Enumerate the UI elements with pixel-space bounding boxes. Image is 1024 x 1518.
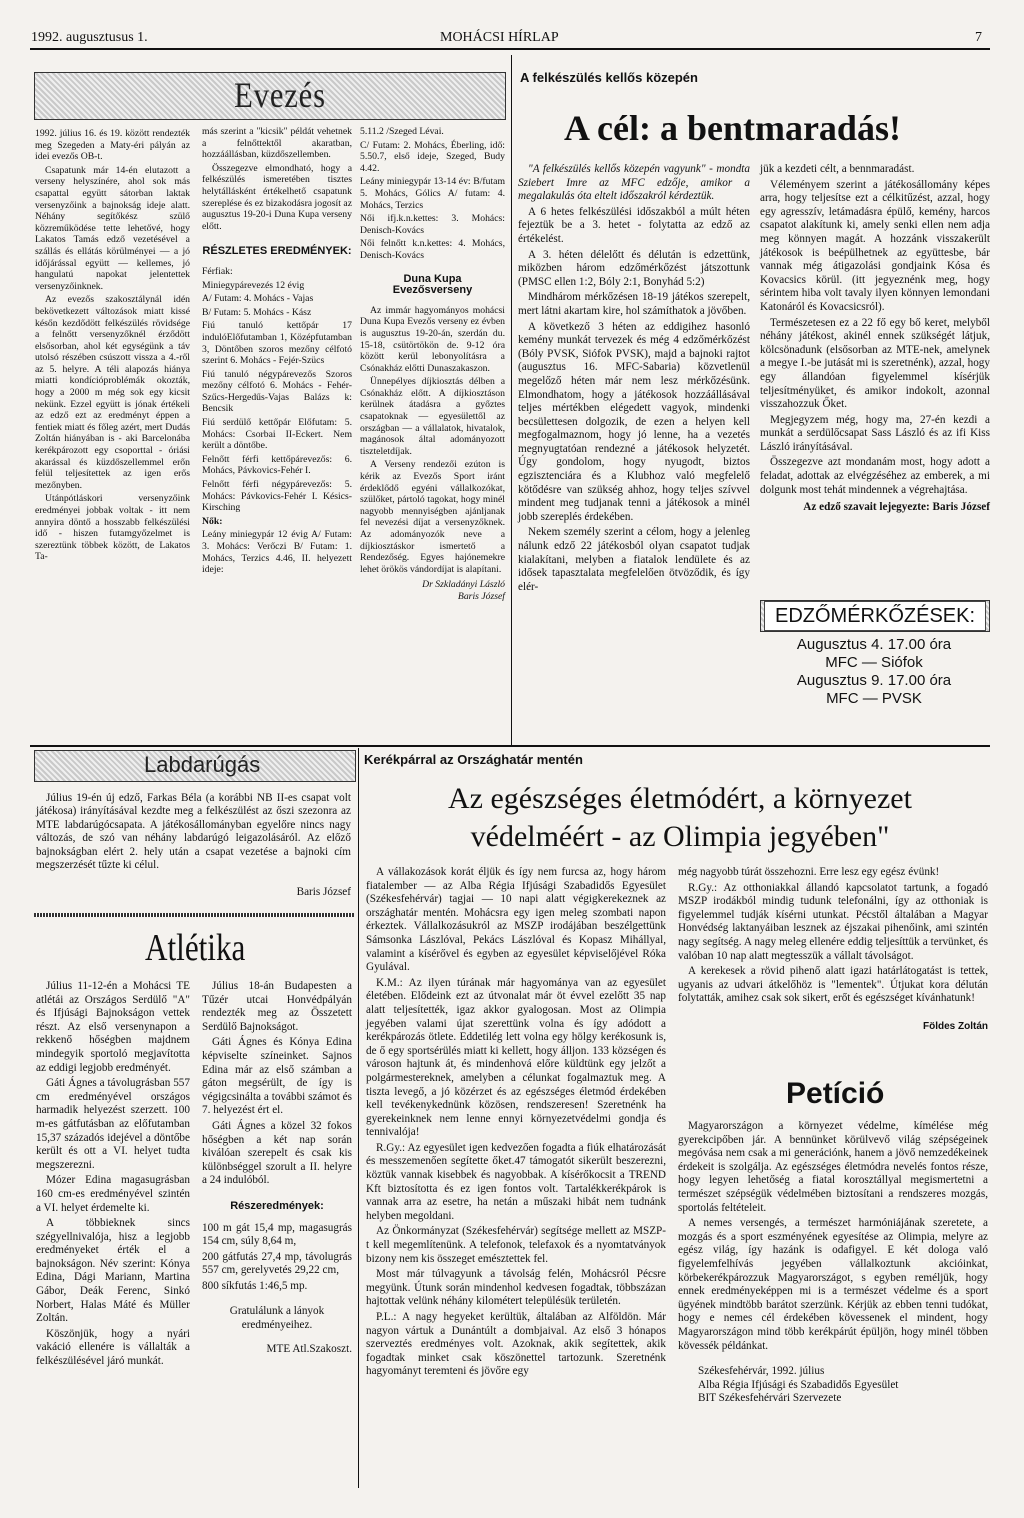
duna-kupa-title: Duna Kupa Evezősverseny — [392, 272, 473, 297]
result-line: Férfiak: — [202, 265, 233, 277]
paragraph: Az evezős szakosztálynál idén bekövetkezett változások miatt kissé későn kezdődött felkészülés rövidsége a felnőtt versenyzőknél érződött elsősorban, ahol két egységünk a táv utolsó részében csúszott vissza a 4.-ről az 5. helyre. A téli alapozás hiánya miatti kondícióproblémák okozták, hogy a 2000 m még sok egy kicsit nekünk. Ezzel együtt is jónak értékeli az edző ezt az eredményt éppen a fentiek miatt és főleg azért, mert Dudás Zoltán hiányában is - aki Barcelonába kerékpározott egy csoporttal - óriási akarással és küzdőszellemmel erőn felül teljesítettek az igen erős mezőnyben. — [35, 294, 190, 491]
evezes-col3 — [360, 126, 505, 603]
paragraph: Gáti Ágnes és Kónya Edina képviselte színeinket. Sajnos Edina már az első számban a gáton megsérült, de így is végigcsinálta a további számot és 7. helyezést ért el. — [202, 1036, 352, 1117]
paragraph: A 3. héten délelőtt és délután is edzettünk, miközben három edzőmérkőzést játszottunk (PMSC ellen 1:2, Bóly 2:1, Bonyhád 5:2) — [518, 248, 750, 288]
result-line: Miniegypárevezés 12 évig — [202, 279, 305, 291]
result-line: C/ Futam: 2. Mohács, Éberling, idő: 5.50.7, első ideje, Szeged, Budy 4.42. — [360, 139, 505, 174]
paragraph: Magyarországon a környezet védelme, kímélése még gyerekcipőben jár. A bennünket körülvevő világ szépségeinek megóvása nem csak a mi generációnk, hanem a jövő nemzedékeinek érdekeit is szolgálja. Az egészséges életmódra nevelés fontos része, hogy legyen lehetőség a fiatal korosztállyal megismertetni a természet szépségük védelmében biztosítani a rendszeres mozgás, sportolás feltételeit. — [678, 1120, 988, 1214]
atletika-title: Atlétika — [145, 927, 246, 969]
atletika-col1 — [36, 980, 190, 1371]
paragraph: R.Gy.: Az otthoniakkal állandó kapcsolatot tartunk, a fogadó MSZP irodákból mindig tudunk telefonálni, így az otthoniak is figyelemmel tudják kísérni utunkat. Pécstől általában a Magyar Honvédség laktanyáiban lesznek az éjszakai pihenőink, ami szintén nagy segítség. A nagy meleg ellenére eddig teljesíttük a tervünket, és valóban 10 nap alatt megtesszük a vállalt távolságot. — [678, 881, 988, 962]
header-paper-name: MOHÁCSI HÍRLAP — [440, 30, 559, 45]
headline-line: Az egészséges életmódért, a környezet — [448, 782, 912, 815]
paragraph: Csapatunk már 14-én elutazott a verseny helyszínére, ahol sok más csapattal együtt sátorban laktak versenyzőink a bajnokság ideje alatt. Néhány segítőkész szülő közreműködése tette lehetővé, hogy Lakatos Tamás edző vezetésével a szállás és ellátás körülményei — a jó időjárással együtt — kellemes, jó hangulatú napokat jelentettek versenyzőinknek. — [35, 164, 190, 292]
felkeszules-col2 — [760, 163, 990, 515]
paragraph: még nagyobb túrát összehozni. Erre lesz egy egész évünk! — [678, 866, 940, 878]
felkeszules-headline: A cél: a bentmaradás! — [564, 108, 901, 148]
edzomerkozesek-title: EDZŐMÉRKŐZÉSEK: — [764, 601, 986, 631]
result-line: Női felnőtt k.n.kettes: 4. Mohács, Denisch-Kovács — [360, 238, 505, 261]
paragraph: Az immár hagyományos mohácsi Duna Kupa Evezős verseny ez évben is augusztus 19-20-án, szerdán du. 15-18, csütörtökön de. 9-12 óra között kerül lebonyolításra a Csónakház előtti Dunaszakaszon. — [360, 304, 505, 374]
section-divider — [34, 913, 354, 917]
paragraph: Megjegyzem még, hogy ma, 27-én kezdi a munkát a serdülőcsapat Sass László és az ifi Kiss László irányításával. — [760, 413, 990, 453]
fixture-line: MFC — Siófok — [825, 654, 923, 671]
paragraph: Gratulálunk a lányok eredményeihez. — [229, 1305, 325, 1332]
fixture-line: MFC — PVSK — [826, 690, 922, 707]
atletika-col2 — [202, 980, 352, 1356]
peticio-title: Petíció — [786, 1077, 885, 1110]
signature: Baris József — [296, 886, 351, 899]
paragraph: Július 18-án Budapesten a Tűzér utcai Honvédpályán rendezték meg az Összetett Serdülő Bajnokságot. — [202, 980, 352, 1033]
place-date: Székesfehérvár, 1992. július — [698, 1365, 825, 1378]
edzomerkozesek-list — [760, 636, 988, 708]
signature: Baris József — [457, 590, 505, 602]
result-line: 200 gátfutás 27,4 mp, távolugrás 557 cm, gerelyvetés 29,22 cm, — [202, 1250, 352, 1277]
column-divider — [358, 748, 359, 1488]
paragraph: Ünnepélyes díjkiosztás délben a Csónakház előtt. A díjkiosztáson kerülnek átadásra a győztes csapatoknak — egyesülettől az országban — a vállalatok, hivatalok, magánosok által adományozott tiszteletdíjak. — [360, 376, 505, 457]
labdarugas-text — [36, 792, 351, 900]
result-line: 800 síkfutás 1:46,5 mp. — [202, 1279, 308, 1292]
evezes-col1 — [35, 128, 190, 565]
felkeszules-kicker: A felkészülés kellős közepén — [520, 70, 698, 85]
results-title: RÉSZLETES EREDMÉNYEK: — [202, 245, 352, 258]
felkeszules-col1 — [518, 163, 750, 596]
fixture-line: Augusztus 9. 17.00 óra — [796, 672, 952, 689]
signature: Dr Szkladányi László — [422, 579, 505, 591]
result-line: Fiú tanuló négypárevezős Szoros mezőny célfotó 6. Mohács - Fehér-Szűcs-Hergedűs-Vajas Balázs k: Bencsik — [202, 368, 352, 415]
result-line: Fiú serdülő kettőpár Előfutam: 5. Mohács: Csorbai II-Eckert. Nem került a döntőbe. — [202, 417, 352, 452]
paragraph: A következő 3 héten az eddigihez hasonló kemény munkát tervezek és még 4 edzőmérkőzést (Bóly PVSK, Siófok PVSK), majd a bajnoki rajtot (augusztus 16. MFC-Sabaria) közvetlenül megelőző héten már nem lesz mérkőzésünk. Elmondhatom, hogy a játékosok hozzáállásával teljes mértékben elégedett vagyok, mindenki becsülettesen dolgozik, de ezen a helyen kell megfogalmaznom, hogy jó lenne, ha a vezetés megnyugtatóan rendezné a játékosok helyzetét. Úgy gondolom, hogy nyugodt, biztos egzisztenciára és a Klubhoz való megfelelő kötődésre van szükség ahhoz, hogy teljes szívvel mindent meg tudjanak tenni a játékosok a minél jobb szereplés érdekében. — [518, 320, 750, 523]
result-line: 5.11.2 /Szeged Lévai. — [360, 126, 444, 137]
result-line: Nők: — [202, 515, 223, 527]
result-line: Leány miniegypár 13-14 év: B/futam 5. Mohács, Gólics A/ futam: 4. Mohács, Terzics — [360, 176, 505, 211]
column-divider — [511, 55, 512, 745]
paragraph: 1992. július 16. és 19. között rendezték meg Szegeden a Maty-éri pályán az idei evezős OB-t. — [35, 128, 190, 163]
paragraph: Július 19-én új edző, Farkas Béla (a korábbi NB II-es csapat volt játékosa) irányításával kezdte meg a felkészülést az őszi szezonra az MTE labdarúgócsapata. A játékosállományban egyelőre nincs nagy változás, de szó van néhány labdarúgó leigazolásáról. Az előző bajnokságban elért 2. hely után a csapat vezetése a bajnoki cím megszerzését tűzte ki célul. — [36, 792, 351, 872]
signature: MTE Atl.Szakoszt. — [266, 1342, 352, 1355]
paragraph: Mózer Edina magasugrásban 160 cm-es eredményével szintén a VI. helyet érdemelte ki. — [36, 1174, 190, 1214]
paragraph: R.Gy.: Az egyesület igen kedvezően fogadta a fiúk elhatározását és messzemenően segítette őket.47 támogatót sikerült beszerezni, köztük vannak kisebbek és nagyobbak. A kísérőkocsit a TREND Kft biztosította és ez igen fontos volt. Tartalékkerékpárok is vannak arra az esetre, ha netán a műszaki hibát nem tudnánk helyben megoldani. — [366, 1141, 666, 1222]
paragraph: Gáti Ágnes a közel 32 fokos hőségben a két nap során kiválóan szerepelt és csak kis különbséggel szorult a II. helyre a 24 indulóból. — [202, 1119, 352, 1187]
header-page-number: 7 — [975, 30, 982, 45]
signature: Az edző szavait lejegyezte: Baris József — [803, 501, 990, 514]
result-line: Felnőtt férfi kettőpárevezős: 6. Mohács, Pávkovics-Fehér I. — [202, 453, 352, 477]
result-line: Felnőtt férfi négypárevezős: 5. Mohács: Pávkovics-Fehér I. Késics-Kirsching — [202, 479, 352, 514]
section-divider — [30, 745, 990, 747]
paragraph: Köszönjük, hogy a nyári vakáció ellenére is vállalták a felkészülésével járó munkát. — [36, 1327, 190, 1368]
signature: Földes Zoltán — [923, 1020, 988, 1032]
evezes-col2 — [202, 126, 352, 578]
paragraph: Mindhárom mérkőzésen 18-19 játékos szerepelt, mert látni akartam kire, hol számíthatok a jövőben. — [518, 291, 750, 317]
evezes-title: Evezés — [234, 75, 326, 115]
paragraph: A nemes versengés, a természet harmóniájának szeretete, a mozgás és a sport eszményének egyesítése az Olimpia, melyre az egész világ, így hazánk is odafigyel. E két dologa való figyelemfelhívás jegyében vállalkoztunk akcióinkat, körbekerékpározzuk Magyarországot, s egyben reméljük, hogy ennek eredményeképpen mi is a természet védelme és a sport ügyének mindtöbb barátot szerzünk. Kérjük az ebben tenni tudókat, hogy e nemes cél érdekében kövessenek el mindent, hogy Magyarországon mind több kerékpárút épüljön, hogy minél többen kövessék példánkat. — [678, 1217, 988, 1352]
paragraph: más szerint a "kicsik" példát vehetnek a felnőttektől akaratban, hozzáállásban, küzdőszellemben. — [202, 126, 352, 161]
paragraph: Az Önkormányzat (Székesfehérvár) segítsége mellett az MSZP-t kell megemlítenünk. A telefonok, telefaxok és a nyomtatványok bizony nem kis összeget emésztettek fel. — [366, 1225, 666, 1265]
kerekpar-col1 — [366, 866, 666, 1381]
paragraph: A kerekesek a rövid pihenő alatt igazi határlátogatást is tettek, ugyanis az udvari átkelőhöz is "lementek". Útjukat kora délután folytatták, amihez csak sok sikert, erőt és egészséget kívánhatunk! — [678, 965, 988, 1005]
kerekpar-headline — [370, 780, 990, 856]
paragraph: A többieknek sincs szégyellnivalója, hisz a legjobb eredményeket érték el a bajnokságon. Név szerint: Kónya Edina, Dági Mariann, Martina Gábor, Deák Ferenc, Sinkó Norbert, Halas Máté és Müller Zoltán. — [36, 1217, 190, 1325]
headline-line: védelméért - az Olimpia jegyében" — [470, 820, 890, 853]
fixture-line: Augusztus 4. 17.00 óra — [796, 636, 952, 653]
paragraph: Utánpótláskori versenyzőink eredményei jobbak voltak - itt nem annyira döntő a hosszabb felkészülési idő - hiszen futamgyőzelmet is szereztünk többek között, de Lakatos Ta- — [35, 493, 190, 563]
paragraph: Nekem személy szerint a célom, hogy a jelenleg nálunk edző 22 játékosból olyan csapatot tudjak kialakítani, melyben a fiatalok lendülete és az idősek tapasztalata megfelelően ötvöződik, és így elér- — [518, 526, 750, 593]
header-date: 1992. augusztusus 1. — [31, 30, 148, 45]
paragraph: Természetesen ez a 22 fő egy bő keret, melyből néhány játékost, akinél ennek szükségét látjuk, kölcsönadunk (elsősorban az MTE-nek, amelynek a megye I.-be jutását mi is szeretnénk), azzal, hogy egy állandóan figyelemmel kísérjük teljesítményüket, és amikor indokolt, azonnal visszahozzuk Őket. — [760, 316, 990, 411]
kerekpar-col2 — [678, 866, 988, 1034]
paragraph: "A felkészülés kellős közepén vagyunk" - mondta Sziebert Imre az MFC edzője, amikor a megalakulás óta eltelt időszakról kérdeztük. — [518, 163, 750, 203]
paragraph: Most már túlvagyunk a távolság felén, Mohácsról Pécsre megyünk. Útunk során mindenhol kedvesen fogadtak, többszázan hajtottak velünk néhány kilométert településük területén. — [366, 1268, 666, 1308]
organization: Alba Régia Ifjúsági és Szabadidős Egyesület — [698, 1378, 899, 1391]
paragraph: A Verseny rendezői ezúton is kérik az Evezős Sport iránt érdeklődő egyéni vállalkozókat, szülőket, pártoló tagokat, hogy minél nagyobb mennyiségben ajánljanak fel nevezési díjat a versenyzőknek. Az adományozók neve a díjkiosztáskor ismertető a Rendezőség. Egyes hajónemekre lehet örökös vándordíjat is alapítani. — [360, 459, 505, 575]
paragraph: jük a kezdeti célt, a bennmaradást. — [760, 163, 915, 175]
result-line: 100 m gát 15,4 mp, magasugrás 154 cm, súly 8,64 m, — [202, 1221, 352, 1248]
peticio-text — [678, 1120, 988, 1406]
result-line: B/ Futam: 5. Mohács - Kász — [202, 306, 312, 318]
paragraph: K.M.: Az ilyen túrának már hagyománya van az egyesület életében. Elődeink ezt az útvonalat már öt évvel ezelőtt 35 nap alatt teljesítették, igaz akkor gyalogosan. Most az Olimpia jegyében valami újat szerettünk volna és így adódott a kerékpározás ötlete. Eddetilég lett volna egy hölgy kerékosunk is, de ő egy sportsérülés miatt ki kellett, hogy álljon. 133 községen és városon hajtunk át, és mindenhová előre küldtünk egy jelzőt a polgármestereknek, amelyben a célunkat fogalmaztuk meg. A tiszta levegő, a jó közérzet és az egészséges életmód érdekében kell tevékenykednünk közösen, rendszeresen! Szeretnénk ha gyerekeinknek nem lenne ennyi környezetvédelmi gondja és tennivalója! — [366, 976, 666, 1139]
result-line: Női ifj.k.n.kettes: 3. Mohács: Denisch-Kovács — [360, 213, 505, 236]
paragraph: P.L.: A nagy hegyeket kerültük, általában az Alföldön. Már nagyon vártuk a Dunántúlt a dombjaival. Az első 3 hónapos szerveztés eredményes volt. Azoknak, akik segítettek, akik fogadtak minket csak köszönettel tartozunk. Szeretnénk hagyományt teremteni és jövőre egy — [366, 1311, 666, 1378]
paragraph: A vállakozások korát éljük és így nem furcsa az, hogy három fiatalember — az Alba Régia Ifjúsági Szabadidős Egyesület (Székesfehérvár) tagjai — 10 napi alatt végigkerekeznek az országhatár mentén. Mohácsra egy igen meleg szombati napon érkeztek. Vállalkozásukról az MSZP irodájában beszélgettünk Sámsonka Lászlóval, Pekács Lászlóval és Kopasz Mihállyal, valamint a kísérővel és egyben az egyesület képviselőjével Róka Gyulával. — [366, 866, 666, 974]
results-title: Részeredmények: — [230, 1199, 324, 1212]
paragraph: Július 11-12-én a Mohácsi TE atlétái az Országos Serdülő "A" és Ifjúsági Bajnokságon vettek részt. Az első versenynapon a rekkenő hőségben majdnem mindegyik sportoló megjavította az eddigi legjobb eredményét. — [36, 980, 190, 1074]
result-line: Leány miniegypár 12 évig A/ Futam: 3. Mohács: Verőczi B/ Futam: 1. Mohács, Terzics 4.46, II. helyezett ideje: — [202, 529, 352, 576]
kerekpar-kicker: Kerékpárral az Országhatár mentén — [364, 752, 583, 767]
organization: BIT Székesfehérvári Szervezete — [698, 1392, 842, 1405]
paragraph: Összegezve azt mondanám most, hogy adott a feladat, adottak az elvégzéséhez az emberek, a mi dolgunk most tehát mindennek a végrehajtása. — [760, 456, 990, 496]
paragraph: Gáti Ágnes a távolugrásban 557 cm eredményével országos harmadik helyezést szerzett. 100 m-es gátfutásban az előfutamban 15,37 századós idejével a döntőbe került és ott a VI. helyet tudta megszerezni. — [36, 1077, 190, 1171]
result-line: Fiú tanuló kettőpár 17 indulóElőfutamban 1, Középfutamban 3, Döntőben szoros mezőny célfotó szerint 6. Mohács - Fejér-Szücs — [202, 320, 352, 367]
paragraph: Véleményem szerint a játékosállomány képes arra, hogy teljesítse ezt a célkitűzést, azzal, hogy egy agresszív, letámadásra épülő, kemény, harcos csapatot alakítunk ki, amely senki ellen nem adja meg könnyen magát. A hozzánk visszakerült játékosok is beépülhetnek az együttesbe, bár vannak még átigazolási gondjaink Kósa és Kovacsics körül. (itt jegyeznénk meg, hogy sérintem hiba volt tavaly ilyen könnyen lemondani Katonáról és Kovacsicsról). — [760, 178, 990, 313]
paragraph: A 6 hetes felkészülési időszakból a múlt héten fejeztük be a 3. hetet - folytatta az edző az értékelést. — [518, 205, 750, 245]
header-rule — [30, 48, 990, 50]
result-line: A/ Futam: 4. Mohács - Vajas — [202, 293, 314, 305]
paragraph: Összegezve elmondható, hogy a felkészülés ismeretében tisztes helytállásként értékelhető csapatunk szereplése és ez bizakodásra jogosít az augusztus 19-20-i Duna Kupa verseny előtt. — [202, 162, 352, 232]
labdarugas-title: Labdarúgás — [144, 752, 261, 777]
